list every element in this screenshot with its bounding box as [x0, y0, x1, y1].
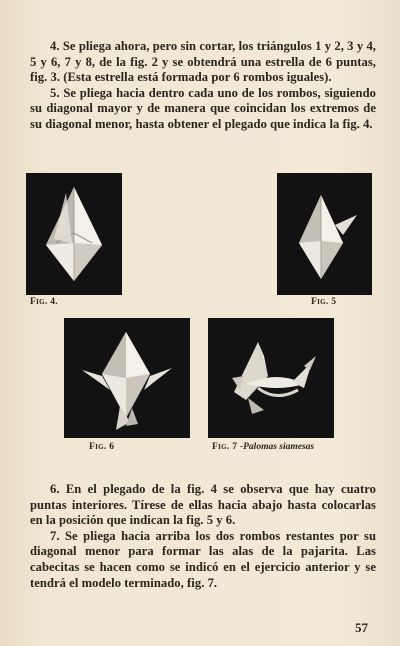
origami-diamond-fold-illustration [26, 173, 122, 295]
paragraph-step-5: 5. Se pliega hacia dentro cada uno de los rombos, siguiendo su diagonal mayor y de manera que coincidan los extremos de su diagonal menor, hasta obtener el plegado que indica la fig. 4. [30, 85, 376, 131]
text-block-top [30, 39, 376, 133]
origami-wings-illustration [64, 318, 190, 438]
origami-siamese-doves-illustration [208, 318, 334, 438]
figure-6-caption [89, 442, 114, 452]
figure-5-photo [277, 173, 372, 295]
page-number: 57 [355, 620, 368, 635]
figure-7-photo [208, 318, 334, 438]
paragraph-step-6: 6. En el plegado de la fig. 4 se observa que hay cuatro puntas interiores. Tírese de ellas hacia abajo hasta colocarlas en la posición que indican la fig. 5 y 6. [30, 482, 376, 528]
figure-4-caption [30, 297, 58, 307]
figure-4-photo [26, 173, 122, 295]
figure-7-subtitle: -Palomas siamesas [239, 442, 315, 452]
figure-6-photo [64, 318, 190, 438]
figure-6-label: Fig. 6 [89, 442, 115, 452]
figure-7-label: Fig. 7 [212, 442, 238, 452]
figure-5-caption [311, 297, 336, 307]
paragraph-step-7: 7. Se pliega hacia arriba los dos rombos restantes por su diagonal menor para formar las alas de la pajarita. Las cabecitas se hacen como se indicó en el ejercicio anterior y se tendrá el modelo terminado, fig. 7. [30, 528, 376, 590]
figure-7-caption [212, 442, 314, 452]
origami-pulled-points-illustration [277, 173, 372, 295]
paragraph-step-4: 4. Se pliega ahora, pero sin cortar, los triángulos 1 y 2, 3 y 4, 5 y 6, 7 y 8, de la fig. 2 y se obtendrá una estrella de 6 puntas, fig. 3. (Esta estrella está formada por 6 rombos iguales). [30, 39, 376, 85]
figure-5-label: Fig. 5 [311, 297, 337, 307]
text-block-bottom [30, 482, 376, 591]
figure-4-label: Fig. 4. [30, 297, 58, 307]
